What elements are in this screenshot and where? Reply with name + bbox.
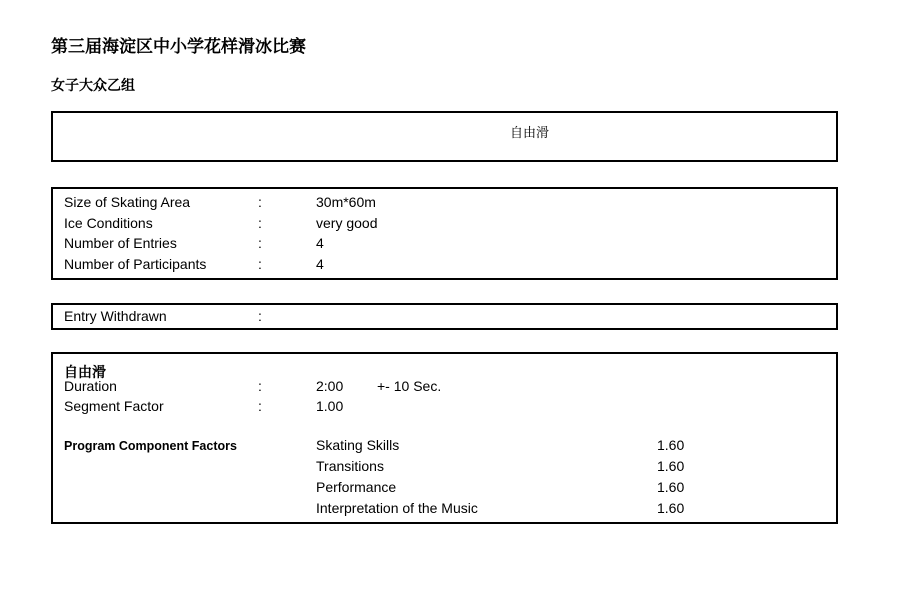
withdrawn-colon: :	[258, 308, 262, 324]
info-colon: :	[258, 215, 262, 231]
info-colon: :	[258, 235, 262, 251]
withdrawn-box	[51, 303, 838, 330]
duration-value: 2:00	[316, 378, 344, 394]
category-title: 女子大众乙组	[51, 77, 135, 93]
segment-factor-value: 1.00	[316, 398, 344, 414]
info-label: Number of Participants	[64, 256, 207, 272]
info-value: 4	[316, 235, 324, 251]
component-factor: 1.60	[657, 479, 685, 495]
info-value: 4	[316, 256, 324, 272]
rink-info-box	[51, 187, 838, 280]
info-value: very good	[316, 215, 378, 231]
pcf-label: Program Component Factors	[64, 439, 237, 453]
info-colon: :	[258, 256, 262, 272]
segment-name-box	[51, 111, 838, 162]
page-title: 第三届海淀区中小学花样滑冰比赛	[51, 37, 306, 56]
info-label: Ice Conditions	[64, 215, 153, 231]
info-value: 30m*60m	[316, 194, 376, 210]
segment-name: 自由滑	[509, 125, 549, 140]
component-name: Performance	[316, 479, 397, 495]
component-factor: 1.60	[657, 500, 685, 516]
segment-factor-label: Segment Factor	[64, 398, 164, 414]
duration-tolerance: +- 10 Sec.	[377, 378, 442, 394]
duration-colon: :	[258, 378, 262, 394]
segment-title: 自由滑	[64, 364, 106, 380]
duration-label: Duration	[64, 378, 117, 394]
component-name: Skating Skills	[316, 437, 400, 453]
segment-factor-colon: :	[258, 398, 262, 414]
component-name: Transitions	[316, 458, 384, 474]
info-label: Number of Entries	[64, 235, 177, 251]
withdrawn-label: Entry Withdrawn	[64, 308, 167, 324]
component-factor: 1.60	[657, 437, 685, 453]
info-colon: :	[258, 194, 262, 210]
info-label: Size of Skating Area	[64, 194, 191, 210]
component-name: Interpretation of the Music	[316, 500, 478, 516]
component-factor: 1.60	[657, 458, 685, 474]
segment-details-box	[51, 352, 838, 524]
